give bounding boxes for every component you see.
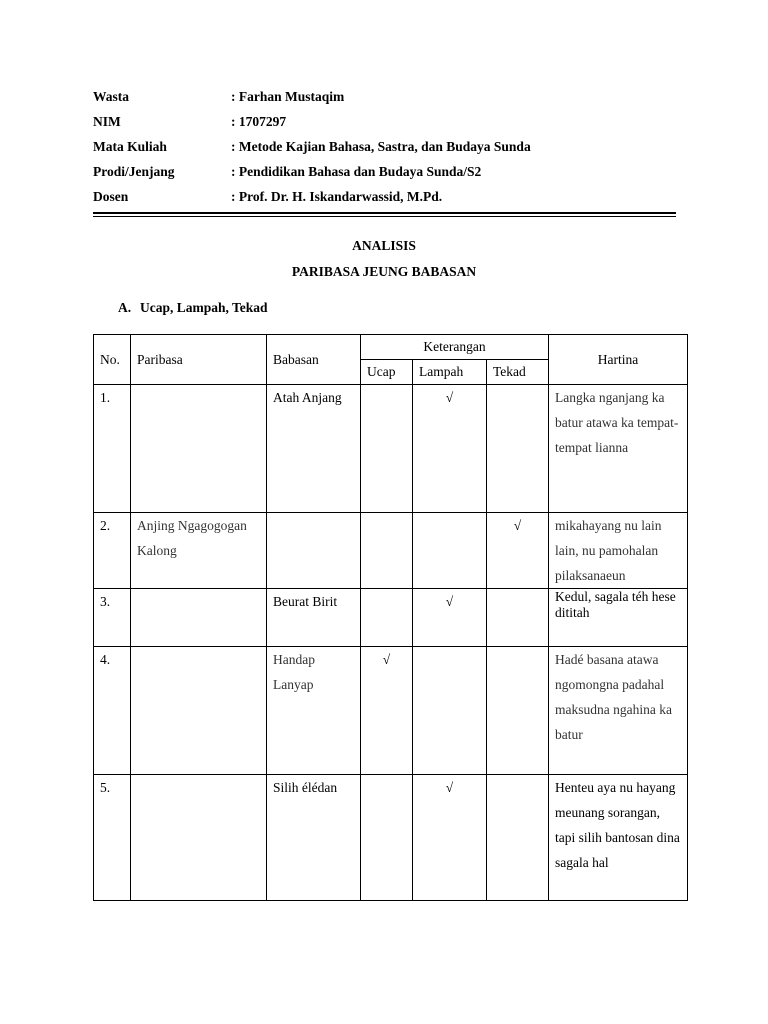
info-label: NIM bbox=[93, 114, 121, 129]
info-value: : Metode Kajian Bahasa, Sastra, dan Budaya Sunda bbox=[231, 139, 531, 154]
info-value: : 1707297 bbox=[231, 114, 287, 129]
student-info bbox=[93, 88, 531, 213]
cell-paribasa bbox=[131, 647, 267, 775]
cell-lampah bbox=[413, 647, 487, 775]
info-label: Dosen bbox=[93, 189, 129, 204]
cell-tekad bbox=[487, 775, 549, 901]
cell-hartina: Henteu aya nu hayang meunang sorangan, tapi silih bantosan dina sagala hal bbox=[549, 775, 688, 901]
info-label: Prodi/Jenjang bbox=[93, 164, 175, 179]
table-row bbox=[94, 775, 688, 901]
cell-hartina: Kedul, sagala téh hese dititah bbox=[549, 589, 688, 647]
header-divider-thin bbox=[93, 216, 676, 217]
info-row-program bbox=[93, 163, 531, 188]
cell-ucap: √ bbox=[361, 647, 413, 775]
cell-no: 3. bbox=[94, 589, 131, 647]
table-row bbox=[94, 513, 688, 589]
cell-lampah: √ bbox=[413, 775, 487, 901]
cell-no: 4. bbox=[94, 647, 131, 775]
info-label: Mata Kuliah bbox=[93, 139, 167, 154]
col-header-paribasa: Paribasa bbox=[131, 335, 267, 385]
cell-tekad bbox=[487, 385, 549, 513]
cell-babasan bbox=[267, 513, 361, 589]
section-label: Ucap, Lampah, Tekad bbox=[140, 300, 268, 315]
cell-babasan: Atah Anjang bbox=[267, 385, 361, 513]
cell-babasan: Handap Lanyap bbox=[267, 647, 361, 775]
cell-paribasa bbox=[131, 775, 267, 901]
cell-no: 5. bbox=[94, 775, 131, 901]
info-label: Wasta bbox=[93, 89, 130, 104]
col-header-lampah: Lampah bbox=[413, 360, 487, 385]
section-marker: A. bbox=[118, 300, 132, 315]
cell-ucap bbox=[361, 385, 413, 513]
cell-lampah bbox=[413, 513, 487, 589]
info-row-name bbox=[93, 88, 531, 113]
col-header-tekad: Tekad bbox=[487, 360, 549, 385]
analysis-table bbox=[93, 334, 688, 901]
document-subtitle: PARIBASA JEUNG BABASAN bbox=[291, 264, 477, 279]
cell-paribasa: Anjing Ngagogogan Kalong bbox=[131, 513, 267, 589]
cell-ucap bbox=[361, 775, 413, 901]
cell-paribasa bbox=[131, 589, 267, 647]
table-row bbox=[94, 385, 688, 513]
cell-hartina: Hadé basana atawa ngomongna padahal maksudna ngahina ka batur bbox=[549, 647, 688, 775]
table-row bbox=[94, 647, 688, 775]
col-header-hartina: Hartina bbox=[549, 335, 688, 385]
cell-paribasa bbox=[131, 385, 267, 513]
col-header-keterangan: Keterangan bbox=[361, 335, 549, 360]
cell-tekad bbox=[487, 647, 549, 775]
cell-ucap bbox=[361, 513, 413, 589]
col-header-babasan: Babasan bbox=[267, 335, 361, 385]
cell-no: 1. bbox=[94, 385, 131, 513]
document-title: ANALISIS bbox=[352, 238, 416, 253]
cell-hartina: mikahayang nu lain lain, nu pamohalan pilaksanaeun bbox=[549, 513, 688, 589]
header-divider bbox=[93, 212, 676, 214]
info-row-nim bbox=[93, 113, 531, 138]
cell-lampah: √ bbox=[413, 385, 487, 513]
cell-babasan: Silih élédan bbox=[267, 775, 361, 901]
cell-tekad: √ bbox=[487, 513, 549, 589]
cell-hartina: Langka nganjang ka batur atawa ka tempat-tempat lianna bbox=[549, 385, 688, 513]
section-heading bbox=[118, 300, 268, 316]
cell-tekad bbox=[487, 589, 549, 647]
table-header-row bbox=[94, 335, 688, 360]
table-row bbox=[94, 589, 688, 647]
info-row-lecturer bbox=[93, 188, 531, 213]
col-header-no: No. bbox=[94, 335, 131, 385]
cell-no: 2. bbox=[94, 513, 131, 589]
info-value: : Prof. Dr. H. Iskandarwassid, M.Pd. bbox=[231, 189, 443, 204]
info-value: : Pendidikan Bahasa dan Budaya Sunda/S2 bbox=[231, 164, 482, 179]
info-value: : Farhan Mustaqim bbox=[231, 89, 345, 104]
info-row-course bbox=[93, 138, 531, 163]
cell-babasan: Beurat Birit bbox=[267, 589, 361, 647]
cell-lampah: √ bbox=[413, 589, 487, 647]
cell-ucap bbox=[361, 589, 413, 647]
col-header-ucap: Ucap bbox=[361, 360, 413, 385]
